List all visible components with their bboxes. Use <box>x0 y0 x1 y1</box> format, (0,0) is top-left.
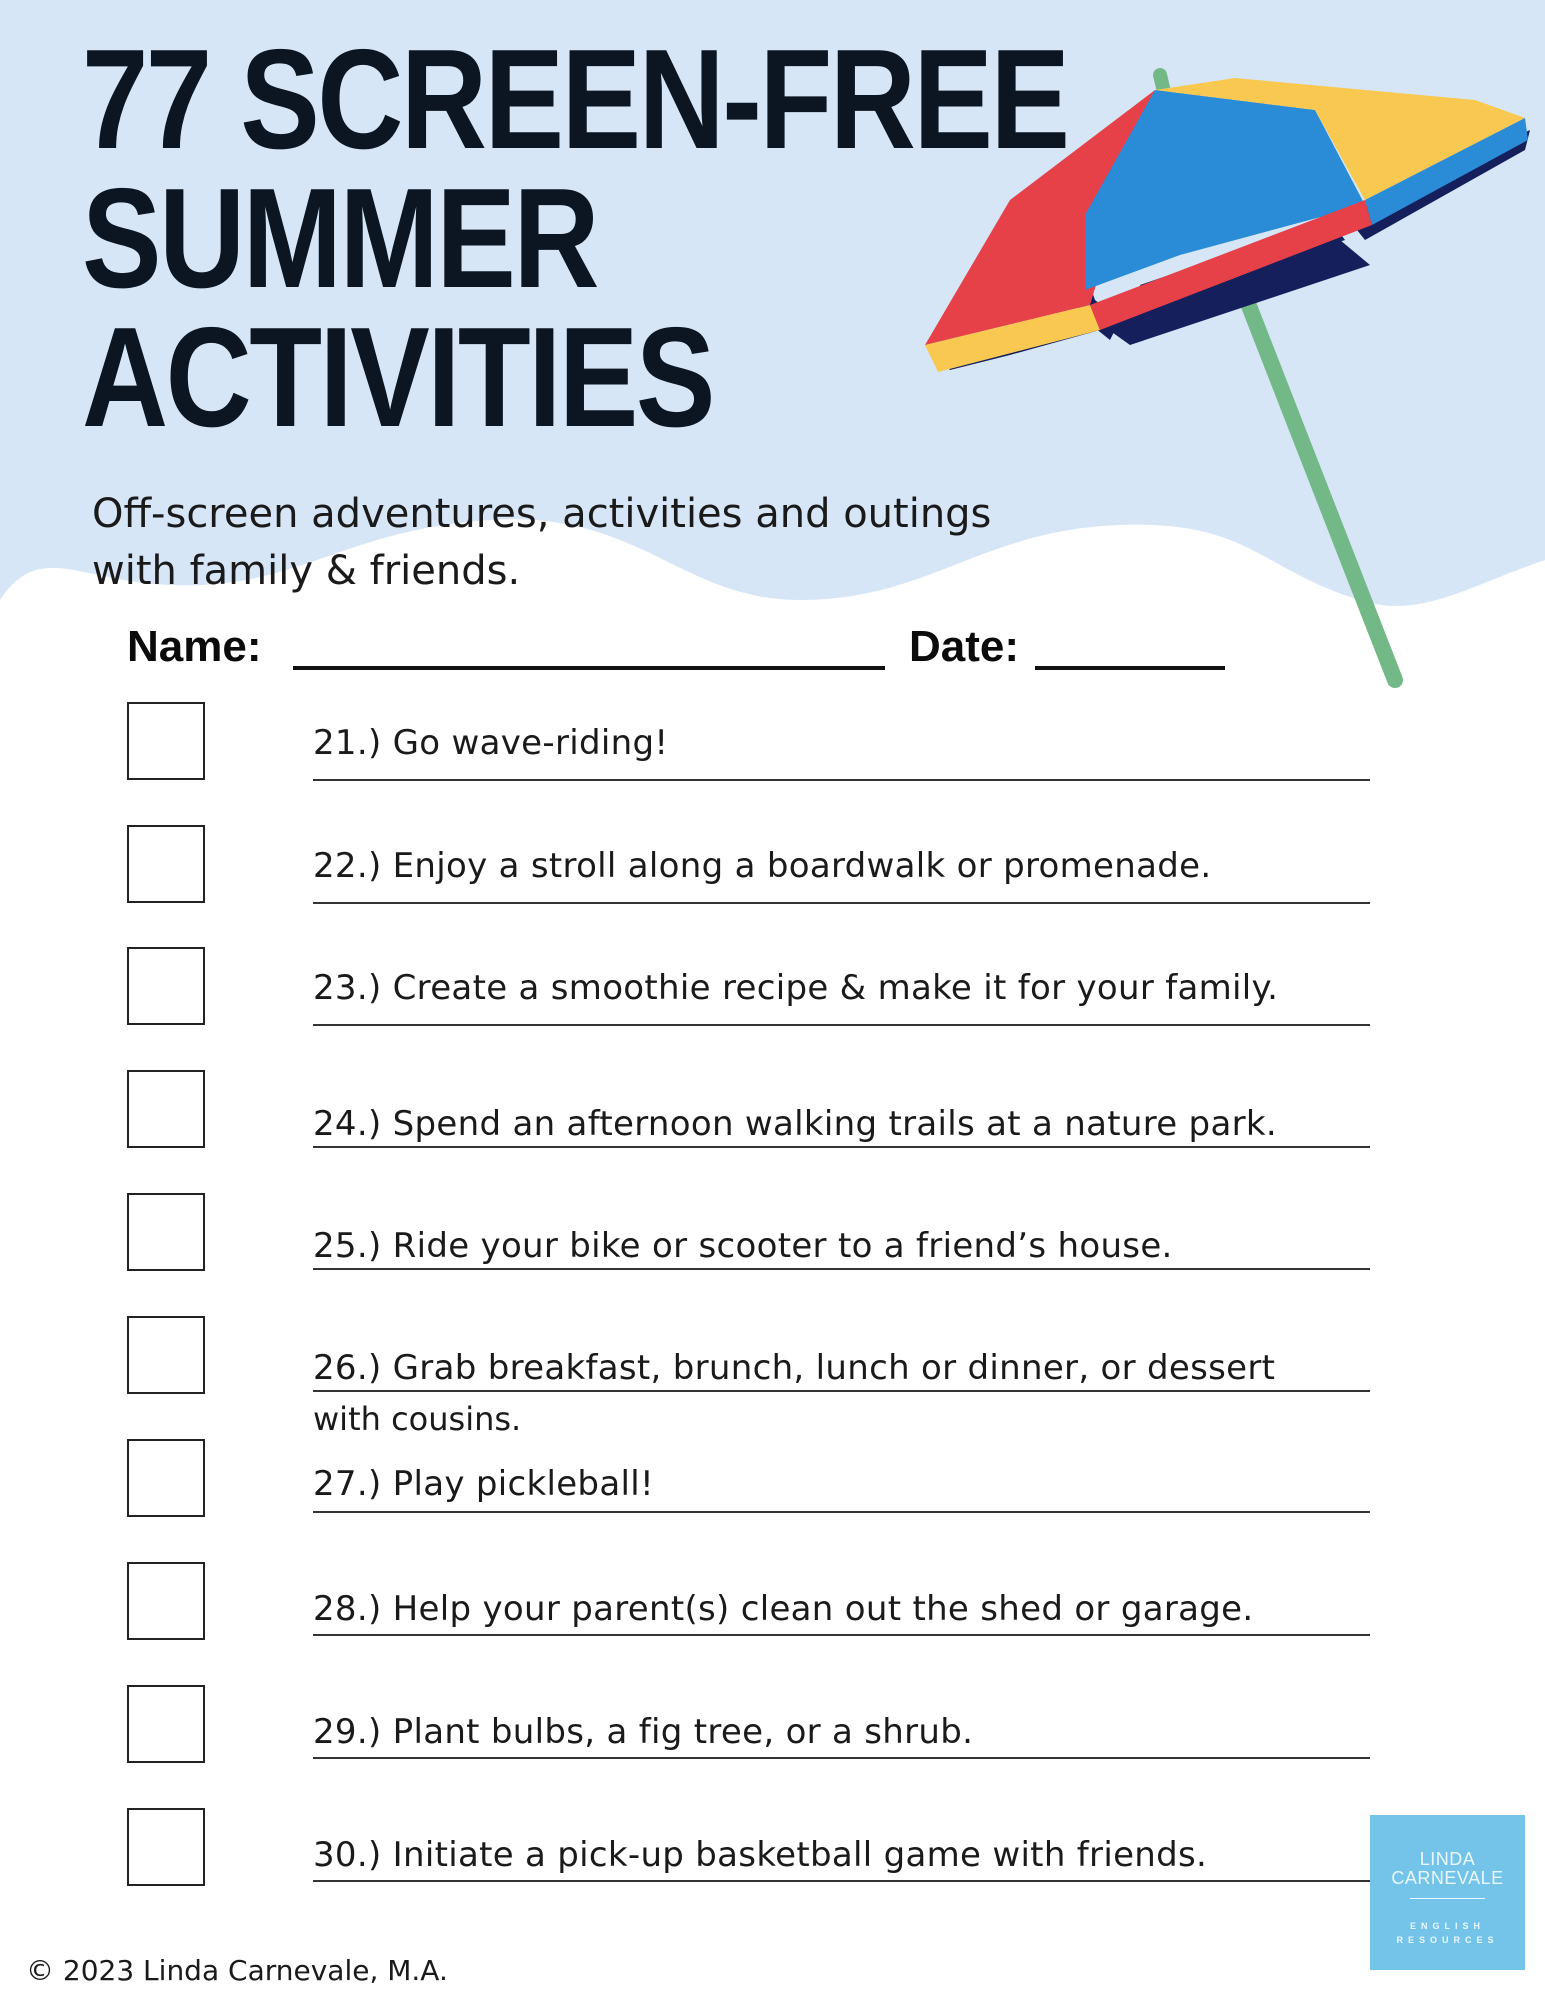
name-label: Name: <box>127 622 262 671</box>
checkbox[interactable] <box>127 1808 205 1886</box>
brand-logo <box>1370 1815 1525 1970</box>
item-text: 23.) Create a smoothie recipe & make it for your family. <box>313 968 1279 1008</box>
writing-line <box>313 902 1370 904</box>
subtitle-line-1: Off-screen adventures, activities and outings <box>92 491 992 537</box>
subtitle-line-2: with family & friends. <box>92 548 521 594</box>
list-item <box>0 1439 1545 1562</box>
list-item <box>0 1562 1545 1685</box>
name-field[interactable] <box>293 666 885 670</box>
item-text: 26.) Grab breakfast, brunch, lunch or dinner, or dessert <box>313 1348 1276 1388</box>
checkbox[interactable] <box>127 825 205 903</box>
checkbox[interactable] <box>127 702 205 780</box>
list-item <box>0 1070 1545 1193</box>
title-line-1: 77 SCREEN-FREE <box>82 20 1068 179</box>
list-item <box>0 1193 1545 1316</box>
title-line-3: ACTIVITIES <box>82 298 713 457</box>
writing-line <box>313 1024 1370 1026</box>
beach-umbrella-icon <box>910 60 1540 700</box>
logo-sub-line-1: ENGLISH <box>1409 1921 1485 1931</box>
writing-line <box>313 1757 1370 1759</box>
writing-line <box>313 1146 1370 1148</box>
list-item <box>0 1808 1545 1931</box>
date-field[interactable] <box>1035 666 1225 670</box>
item-text-continuation: with cousins. <box>313 1400 522 1438</box>
checkbox[interactable] <box>127 1070 205 1148</box>
checkbox[interactable] <box>127 1685 205 1763</box>
writing-line <box>313 1634 1370 1636</box>
list-item <box>0 825 1545 948</box>
item-text: 21.) Go wave-riding! <box>313 723 669 763</box>
logo-name-line-2: CARNEVALE <box>1391 1868 1504 1888</box>
checkbox[interactable] <box>127 1316 205 1394</box>
item-text: 25.) Ride your bike or scooter to a friend’s house. <box>313 1226 1173 1266</box>
logo-name-line-1: LINDA <box>1419 1849 1476 1869</box>
item-text: 30.) Initiate a pick-up basketball game with friends. <box>313 1835 1208 1875</box>
name-date-row <box>127 622 1247 682</box>
checkbox[interactable] <box>127 947 205 1025</box>
list-item <box>0 1685 1545 1808</box>
logo-divider <box>1410 1898 1485 1899</box>
writing-line <box>313 1880 1370 1882</box>
copyright-footer: © 2023 Linda Carnevale, M.A. <box>26 1954 448 1987</box>
writing-line <box>313 1390 1370 1392</box>
item-text: 28.) Help your parent(s) clean out the shed or garage. <box>313 1589 1254 1629</box>
writing-line <box>313 1268 1370 1270</box>
item-text: 29.) Plant bulbs, a fig tree, or a shrub. <box>313 1712 974 1752</box>
logo-sub-line-2: RESOURCES <box>1396 1935 1499 1945</box>
date-label: Date: <box>909 622 1020 671</box>
item-text: 22.) Enjoy a stroll along a boardwalk or promenade. <box>313 846 1212 886</box>
item-text: 24.) Spend an afternoon walking trails at a nature park. <box>313 1104 1277 1144</box>
title-line-2: SUMMER <box>82 159 598 318</box>
checkbox[interactable] <box>127 1193 205 1271</box>
logo-subtitle <box>1370 1919 1525 1947</box>
checkbox[interactable] <box>127 1439 205 1517</box>
item-text: 27.) Play pickleball! <box>313 1464 654 1504</box>
list-item <box>0 702 1545 825</box>
logo-name <box>1370 1850 1525 1888</box>
checkbox[interactable] <box>127 1562 205 1640</box>
list-item <box>0 1316 1545 1439</box>
list-item <box>0 947 1545 1070</box>
writing-line <box>313 779 1370 781</box>
writing-line <box>313 1511 1370 1513</box>
